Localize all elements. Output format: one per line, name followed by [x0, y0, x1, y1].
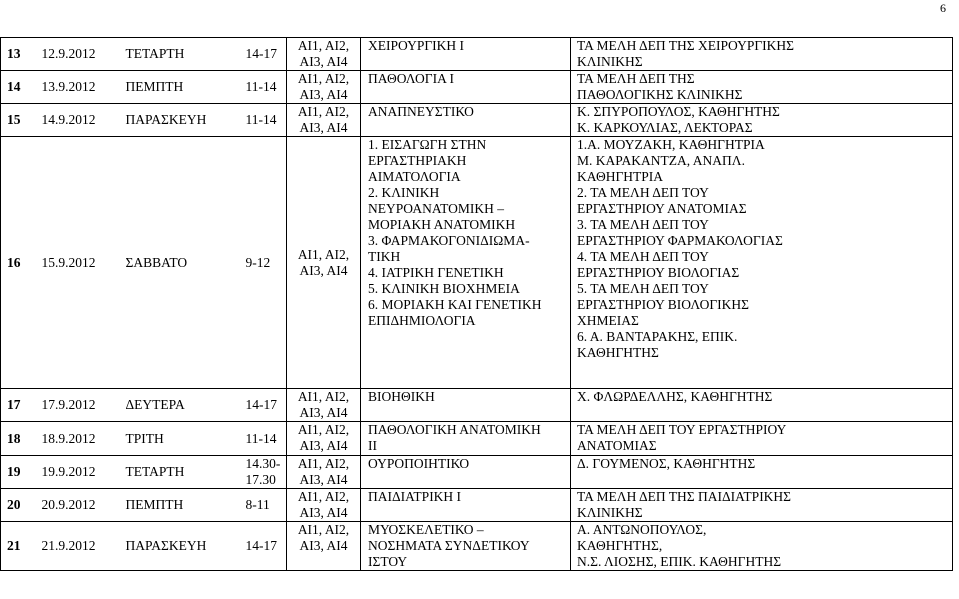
table-row: [1, 489, 953, 522]
course-subject-line: ΜΟΡΙΑΚΗ ΑΝΑΤΟΜΙΚΗ: [368, 217, 516, 232]
course-instructor-line: Δ. ΓΟΥΜΕΝΟΣ, ΚΑΘΗΓΗΤΗΣ: [577, 456, 756, 471]
course-subject-line: ΝΕΥΡΟΑΝΑΤΟΜΙΚΗ –: [368, 201, 504, 216]
row-time: [239, 422, 287, 456]
table-row: [1, 456, 953, 489]
row-time-line: 9-12: [245, 254, 271, 270]
table-row: [1, 389, 953, 422]
student-groups: [287, 422, 361, 456]
row-number: 18: [1, 422, 35, 456]
course-instructor-line: ΤΑ ΜΕΛΗ ΔΕΠ ΤΗΣ ΠΑΙΔΙΑΤΡΙΚΗΣ: [577, 489, 792, 504]
course-instructor-line: ΕΡΓΑΣΤΗΡΙΟΥ ΒΙΟΛΟΓΙΑΣ: [577, 265, 740, 280]
course-subject-line: ΠΑΘΟΛΟΓΙΑ Ι: [368, 71, 454, 86]
row-day: ΠΑΡΑΣΚΕΥΗ: [119, 522, 239, 571]
course-subject-line: ΑΝΑΠΝΕΥΣΤΙΚΟ: [368, 104, 474, 119]
course-subject-line: ΑΙΜΑΤΟΛΟΓΙΑ: [368, 169, 461, 184]
student-groups-line: ΑΙ3, ΑΙ4: [299, 538, 348, 553]
row-time-line: 17.30: [245, 472, 276, 487]
table-row: [1, 104, 953, 137]
course-instructor-line: ΕΡΓΑΣΤΗΡΙΟΥ ΦΑΡΜΑΚΟΛΟΓΙΑΣ: [577, 233, 783, 248]
table-row: [1, 137, 953, 389]
course-instructor: [571, 71, 953, 104]
course-instructor-line: ΚΑΘΗΓΗΤΗΣ,: [577, 538, 663, 553]
row-date: 21.9.2012: [35, 522, 119, 571]
student-groups-line: ΑΙ3, ΑΙ4: [299, 472, 348, 487]
row-number: 21: [1, 522, 35, 571]
course-subject-line: 2. ΚΛΙΝΙΚΗ: [368, 185, 440, 200]
schedule-body: [1, 38, 953, 571]
row-time: [239, 456, 287, 489]
page-number: 6: [940, 1, 946, 15]
table-row: [1, 38, 953, 71]
course-instructor-line: Κ. ΣΠΥΡΟΠΟΥΛΟΣ, ΚΑΘΗΓΗΤΗΣ: [577, 104, 780, 119]
course-instructor-line: ΕΡΓΑΣΤΗΡΙΟΥ ΒΙΟΛΟΓΙΚΗΣ: [577, 297, 750, 312]
course-instructor-line: 6. Α. ΒΑΝΤΑΡΑΚΗΣ, ΕΠΙΚ.: [577, 329, 738, 344]
course-subject-line: 4. ΙΑΤΡΙΚΗ ΓΕΝΕΤΙΚΗ: [368, 265, 504, 280]
student-groups-line: ΑΙ3, ΑΙ4: [299, 54, 348, 69]
row-day: ΠΕΜΠΤΗ: [119, 71, 239, 104]
row-date: 20.9.2012: [35, 489, 119, 522]
row-time: [239, 137, 287, 389]
row-time: [239, 522, 287, 571]
row-date: 19.9.2012: [35, 456, 119, 489]
row-time-line: 14-17: [245, 397, 277, 412]
course-instructor-line: ΑΝΑΤΟΜΙΑΣ: [577, 438, 657, 453]
row-time: [239, 71, 287, 104]
row-day: ΔΕΥΤΕΡΑ: [119, 389, 239, 422]
row-date: 17.9.2012: [35, 389, 119, 422]
course-instructor-line: ΤΑ ΜΕΛΗ ΔΕΠ ΤΗΣ: [577, 71, 695, 86]
row-day: ΤΕΤΑΡΤΗ: [119, 456, 239, 489]
course-instructor-line: ΠΑΘΟΛΟΓΙΚΗΣ ΚΛΙΝΙΚΗΣ: [577, 87, 743, 102]
course-subject-line: ΟΥΡΟΠΟΙΗΤΙΚΟ: [368, 456, 470, 471]
course-instructor: [571, 137, 953, 389]
course-instructor-line: 4. ΤΑ ΜΕΛΗ ΔΕΠ ΤΟΥ: [577, 249, 709, 264]
course-instructor: [571, 522, 953, 571]
row-time-line: 11-14: [245, 430, 277, 446]
course-instructor-line: Κ. ΚΑΡΚΟΥΛΙΑΣ, ΛΕΚΤΟΡΑΣ: [577, 120, 753, 135]
table-row: [1, 422, 953, 456]
student-groups: [287, 489, 361, 522]
table-row: [1, 71, 953, 104]
row-number: 14: [1, 71, 35, 104]
row-time: [239, 104, 287, 137]
row-time-line: 8-11: [245, 497, 270, 512]
course-instructor: [571, 389, 953, 422]
course-instructor-line: Χ. ΦΛΩΡΔΕΛΛΗΣ, ΚΑΘΗΓΗΤΗΣ: [577, 389, 773, 404]
course-instructor: [571, 104, 953, 137]
student-groups-line: ΑΙ1, ΑΙ2,: [297, 489, 350, 504]
row-number: 20: [1, 489, 35, 522]
course-subject: [361, 389, 571, 422]
course-subject-line: ΙΣΤΟΥ: [368, 554, 408, 569]
row-time-line: 11-14: [245, 79, 277, 94]
course-instructor: [571, 456, 953, 489]
course-instructor-line: ΕΡΓΑΣΤΗΡΙΟΥ ΑΝΑΤΟΜΙΑΣ: [577, 201, 747, 216]
student-groups: [287, 522, 361, 571]
student-groups: [287, 104, 361, 137]
course-instructor-line: 2. ΤΑ ΜΕΛΗ ΔΕΠ ΤΟΥ: [577, 185, 709, 200]
student-groups-line: ΑΙ1, ΑΙ2,: [297, 71, 350, 86]
course-subject-line: ΙΙ: [368, 438, 377, 453]
course-instructor-line: 3. ΤΑ ΜΕΛΗ ΔΕΠ ΤΟΥ: [577, 217, 709, 232]
course-subject-line: ΠΑΘΟΛΟΓΙΚΗ ΑΝΑΤΟΜΙΚΗ: [368, 422, 541, 437]
row-date: 12.9.2012: [35, 38, 119, 71]
student-groups-line: ΑΙ1, ΑΙ2,: [297, 104, 350, 119]
student-groups-line: ΑΙ3, ΑΙ4: [299, 505, 348, 520]
student-groups-line: ΑΙ1, ΑΙ2,: [297, 38, 350, 53]
course-instructor-line: Α. ΑΝΤΩΝΟΠΟΥΛΟΣ,: [577, 522, 707, 537]
row-date: 18.9.2012: [35, 422, 119, 456]
course-instructor: [571, 489, 953, 522]
course-instructor: [571, 422, 953, 456]
course-subject-line: ΒΙΟΗΘΙΚΗ: [368, 389, 435, 404]
row-time-line: 14.30-: [245, 456, 281, 471]
course-instructor-line: 5. ΤΑ ΜΕΛΗ ΔΕΠ ΤΟΥ: [577, 281, 709, 296]
schedule-table: [0, 37, 953, 571]
student-groups-line: ΑΙ1, ΑΙ2,: [297, 522, 350, 537]
course-subject-line: 1. ΕΙΣΑΓΩΓΗ ΣΤΗΝ: [368, 137, 487, 152]
row-day: ΠΑΡΑΣΚΕΥΗ: [119, 104, 239, 137]
course-subject-line: ΜΥΟΣΚΕΛΕΤΙΚΟ –: [368, 522, 484, 537]
course-subject-line: ΧΕΙΡΟΥΡΓΙΚΗ Ι: [368, 38, 465, 53]
course-subject: [361, 456, 571, 489]
course-subject: [361, 71, 571, 104]
row-day: ΣΑΒΒΑΤΟ: [119, 137, 239, 389]
course-instructor-line: Ν.Σ. ΛΙΟΣΗΣ, ΕΠΙΚ. ΚΑΘΗΓΗΤΗΣ: [577, 554, 782, 569]
row-time: [239, 38, 287, 71]
course-instructor-line: ΧΗΜΕΙΑΣ: [577, 313, 639, 328]
row-time: [239, 389, 287, 422]
course-subject-line: ΠΑΙΔΙΑΤΡΙΚΗ Ι: [368, 489, 462, 504]
row-date: 15.9.2012: [35, 137, 119, 389]
student-groups: [287, 456, 361, 489]
course-subject-line: 6. ΜΟΡΙΑΚΗ ΚΑΙ ΓΕΝΕΤΙΚΗ: [368, 297, 542, 312]
student-groups: [287, 389, 361, 422]
course-subject-line: 3. ΦΑΡΜΑΚΟΓΟΝΙΔΙΩΜΑ-: [368, 233, 530, 248]
course-instructor-line: ΚΑΘΗΓΗΤΡΙΑ: [577, 169, 663, 184]
row-date: 13.9.2012: [35, 71, 119, 104]
course-instructor-line: 1.Α. ΜΟΥΖΑΚΗ, ΚΑΘΗΓΗΤΡΙΑ: [577, 137, 765, 152]
row-time-line: 14-17: [245, 538, 277, 553]
student-groups-line: ΑΙ3, ΑΙ4: [299, 438, 348, 453]
course-subject: [361, 137, 571, 389]
course-subject: [361, 422, 571, 456]
student-groups: [287, 71, 361, 104]
student-groups: [287, 137, 361, 389]
course-instructor-line: ΤΑ ΜΕΛΗ ΔΕΠ ΤΟΥ ΕΡΓΑΣΤΗΡΙΟΥ: [577, 422, 787, 437]
course-subject-line: 5. ΚΛΙΝΙΚΗ ΒΙΟΧΗΜΕΙΑ: [368, 281, 520, 296]
row-number: 19: [1, 456, 35, 489]
course-instructor-line: ΚΛΙΝΙΚΗΣ: [577, 505, 643, 520]
student-groups-line: ΑΙ1, ΑΙ2,: [297, 389, 350, 404]
row-day: ΤΕΤΑΡΤΗ: [119, 38, 239, 71]
student-groups-line: ΑΙ1, ΑΙ2,: [297, 422, 350, 437]
student-groups-line: ΑΙ3, ΑΙ4: [299, 120, 348, 135]
course-instructor: [571, 38, 953, 71]
student-groups-line: ΑΙ3, ΑΙ4: [299, 405, 348, 420]
row-number: 17: [1, 389, 35, 422]
row-time: [239, 489, 287, 522]
row-day: ΤΡΙΤΗ: [119, 422, 239, 456]
student-groups: [287, 38, 361, 71]
table-row: [1, 522, 953, 571]
course-subject: [361, 38, 571, 71]
course-subject-line: ΤΙΚΗ: [368, 249, 401, 264]
row-time-line: 11-14: [245, 112, 277, 127]
row-number: 15: [1, 104, 35, 137]
row-number: 13: [1, 38, 35, 71]
row-date: 14.9.2012: [35, 104, 119, 137]
student-groups-line: ΑΙ3, ΑΙ4: [299, 87, 348, 102]
course-subject-line: ΕΡΓΑΣΤΗΡΙΑΚΗ: [368, 153, 467, 168]
course-instructor-line: ΤΑ ΜΕΛΗ ΔΕΠ ΤΗΣ ΧΕΙΡΟΥΡΓΙΚΗΣ: [577, 38, 794, 53]
row-number: 16: [1, 137, 35, 389]
course-instructor-line: ΚΛΙΝΙΚΗΣ: [577, 54, 643, 69]
course-subject: [361, 489, 571, 522]
student-groups-line: ΑΙ3, ΑΙ4: [299, 262, 348, 278]
student-groups-line: ΑΙ1, ΑΙ2,: [297, 246, 350, 262]
student-groups-line: ΑΙ1, ΑΙ2,: [297, 456, 350, 471]
course-subject-line: ΕΠΙΔΗΜΙΟΛΟΓΙΑ: [368, 313, 476, 328]
course-instructor-line: Μ. ΚΑΡΑΚΑΝΤΖΑ, ΑΝΑΠΛ.: [577, 153, 745, 168]
row-time-line: 14-17: [245, 46, 277, 61]
course-subject: [361, 104, 571, 137]
course-subject-line: ΝΟΣΗΜΑΤΑ ΣΥΝΔΕΤΙΚΟΥ: [368, 538, 530, 553]
course-instructor-line: ΚΑΘΗΓΗΤΗΣ: [577, 345, 659, 360]
row-day: ΠΕΜΠΤΗ: [119, 489, 239, 522]
course-subject: [361, 522, 571, 571]
